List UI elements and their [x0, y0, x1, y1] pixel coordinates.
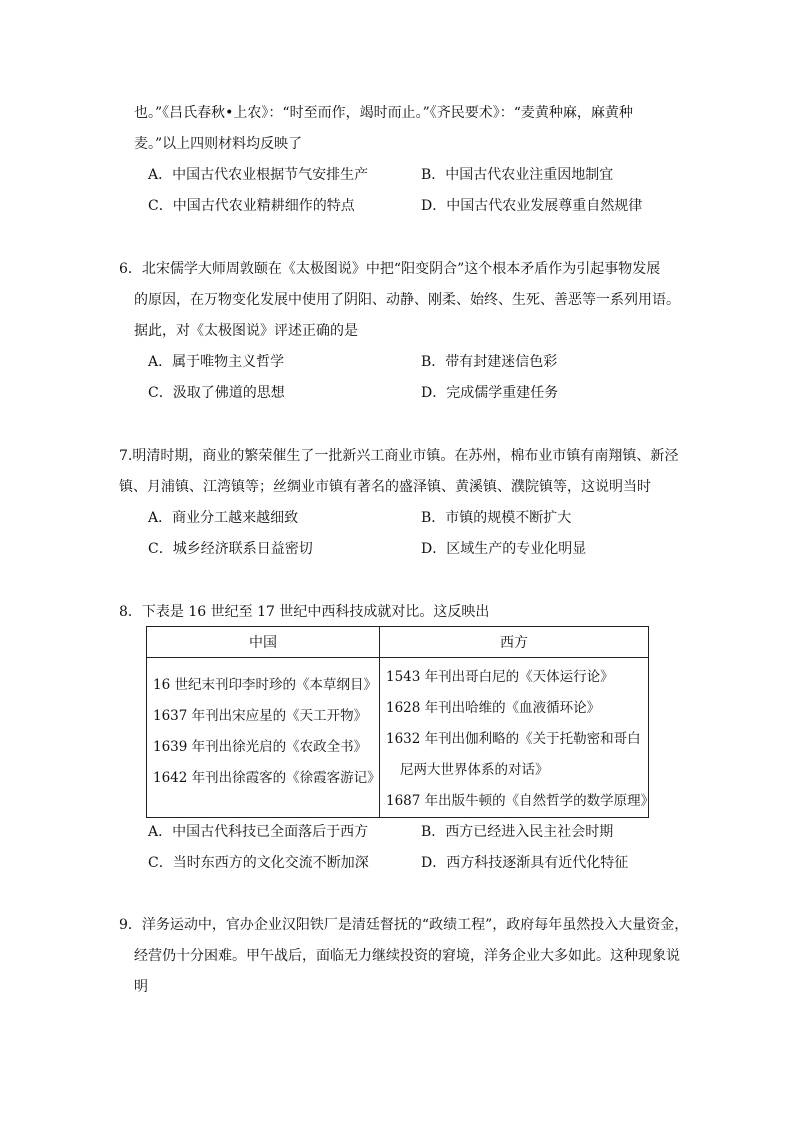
q9-stem-line-3: 明	[134, 979, 148, 995]
q8-option-b[interactable]: B．西方已经进入民主社会时期	[421, 824, 614, 840]
west-item: 1687 年出版牛顿的《自然哲学的数学原理》	[386, 793, 655, 809]
q8-option-a[interactable]: A．中国古代科技已全面落后于西方	[148, 824, 369, 840]
q7-option-b[interactable]: B．市镇的规模不断扩大	[421, 510, 572, 526]
q6-option-c[interactable]: C．汲取了佛道的思想	[148, 385, 285, 401]
q5-stem-line-1: 也。”《吕氏春秋•上农》：“时至而作，竭时而止。”《齐民要术》：“麦黄种麻，麻黄种	[134, 105, 633, 121]
west-achievements-cell	[380, 658, 655, 818]
china-item: 16 世纪末刊印李时珍的《本草纲目》	[153, 677, 377, 693]
q7-option-a[interactable]: A．商业分工越来越细致	[148, 510, 299, 526]
west-item: 1628 年刊出哈维的《血液循环论》	[386, 700, 601, 716]
china-item: 1642 年刊出徐霞客的《徐霞客游记》	[153, 770, 381, 786]
china-item: 1639 年刊出徐光启的《农政全书》	[153, 739, 368, 755]
q6-option-b[interactable]: B．带有封建迷信色彩	[421, 354, 558, 370]
q7-stem-line-1: 7.明清时期，商业的繁荣催生了一批新兴工商业市镇。在苏州，棉布业市镇有南翔镇、新泾	[119, 448, 679, 464]
table-header-west: 西方	[380, 627, 649, 658]
q6-stem-line-1: 6．北宋儒学大师周敦颐在《太极图说》中把“阳变阴合”这个根本矛盾作为引起事物发展	[119, 261, 661, 277]
china-achievements-cell	[147, 658, 380, 818]
q7-option-d[interactable]: D．区域生产的专业化明显	[421, 541, 587, 557]
q6-option-a[interactable]: A．属于唯物主义哲学	[148, 354, 285, 370]
west-item: 1632 年刊出伽利略的《关于托勒密和哥白	[386, 731, 641, 747]
q7-option-c[interactable]: C．城乡经济联系日益密切	[148, 541, 313, 557]
q8-comparison-table	[146, 626, 655, 818]
q5-option-c[interactable]: C．中国古代农业精耕细作的特点	[148, 198, 355, 214]
q6-stem-line-2: 的原因，在万物变化发展中使用了阴阳、动静、刚柔、始终、生死、善恶等一系列用语。	[134, 292, 680, 308]
q5-option-b[interactable]: B．中国古代农业注重因地制宜	[421, 167, 614, 183]
q9-stem-line-2: 经营仍十分困难。甲午战后，面临无力继续投资的窘境，洋务企业大多如此。这种现象说	[134, 948, 680, 964]
q5-option-a[interactable]: A．中国古代农业根据节气安排生产	[148, 167, 369, 183]
q5-option-d[interactable]: D．中国古代农业发展尊重自然规律	[421, 198, 643, 214]
q5-stem-line-2: 麦。”以上四则材料均反映了	[134, 136, 303, 152]
table-body-row	[147, 658, 649, 818]
q8-option-c[interactable]: C．当时东西方的文化交流不断加深	[148, 855, 369, 871]
q6-option-d[interactable]: D．完成儒学重建任务	[421, 385, 559, 401]
table-header-china: 中国	[147, 627, 380, 658]
table-header-row	[147, 627, 649, 658]
west-item: 1543 年刊出哥白尼的《天体运行论》	[386, 669, 614, 685]
q8-stem: 8．下表是 16 世纪至 17 世纪中西科技成就对比。这反映出	[119, 604, 490, 620]
q7-stem-line-2: 镇、月浦镇、江湾镇等；丝绸业市镇有著名的盛泽镇、黄溪镇、濮院镇等，这说明当时	[119, 479, 651, 495]
q9-stem-line-1: 9．洋务运动中，官办企业汉阳铁厂是清廷督抚的“政绩工程”，政府每年虽然投入大量资金，	[119, 917, 689, 933]
china-item: 1637 年刊出宋应星的《天工开物》	[153, 708, 368, 724]
q6-stem-line-3: 据此，对《太极图说》评述正确的是	[134, 323, 358, 339]
west-item-continued: 尼两大世界体系的对话》	[400, 762, 549, 778]
q8-option-d[interactable]: D．西方科技逐渐具有近代化特征	[421, 855, 629, 871]
